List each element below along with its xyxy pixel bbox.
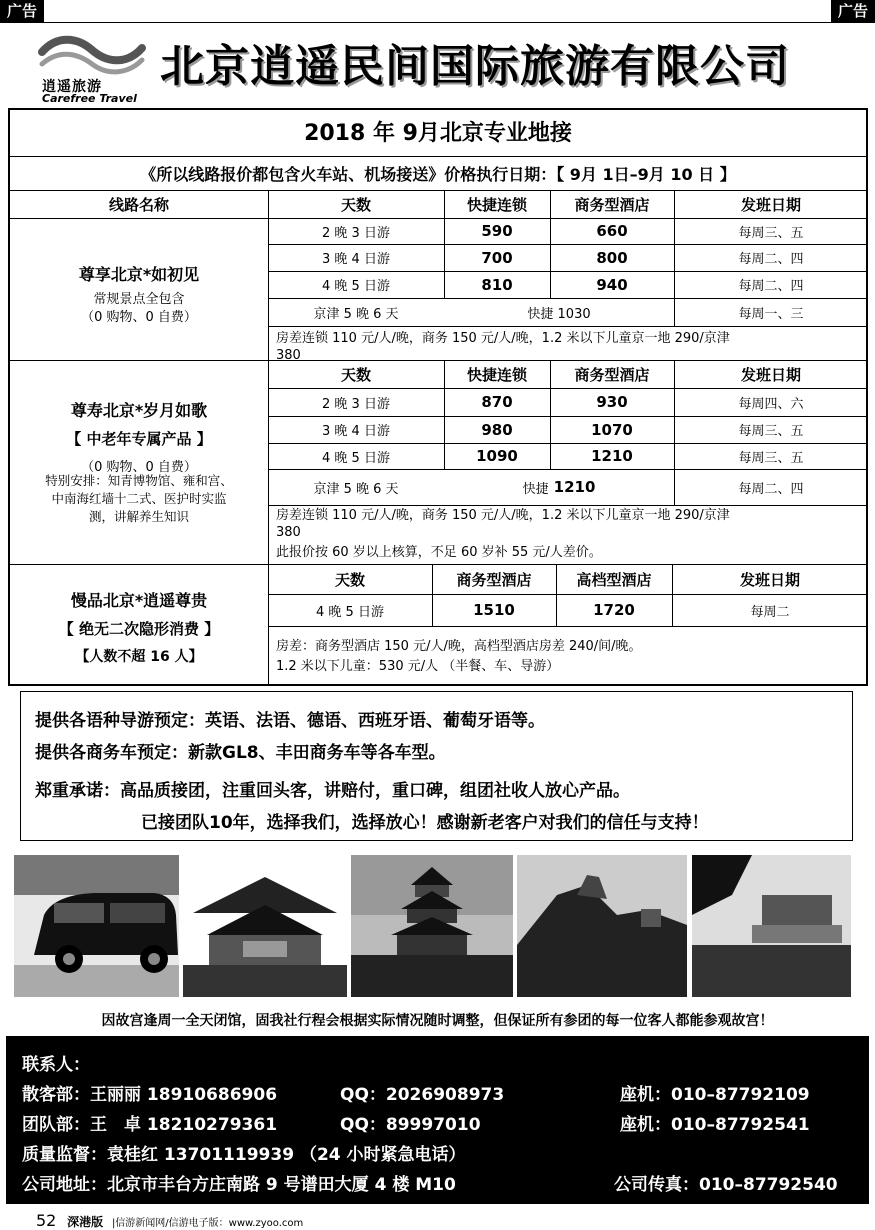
notice-text: 因故宫逢周一全天闭馆，固我社行程会根据实际情况随时调整，但保证所有参团的每一位客人都能参观故宫！ — [101, 1013, 774, 1029]
r3-name: 慢品北京*逍遥尊贵 — [70, 591, 208, 610]
r1-note-2: 380 — [276, 348, 301, 363]
r1-note-1: 房差连锁 110 元/人/晚，商务 150 元/人/晚，1.2 米以下儿童京一地 290/京津 — [276, 331, 730, 346]
r2-row3-departure: 每周三、五 — [738, 450, 804, 466]
r2-jingjin-price-cell — [444, 469, 674, 505]
table-title: 2018 年 9月北京专业地接 — [304, 121, 572, 146]
r2-row2-express: 980 — [481, 420, 513, 439]
r1-row3-business: 940 — [596, 275, 628, 294]
r2-jingjin-price: 1210 — [553, 478, 596, 496]
r1-row2-departure: 每周二、四 — [738, 252, 804, 267]
header-days: 天数 — [340, 195, 371, 214]
r2-header-days: 天数 — [340, 365, 371, 384]
contact-group-qq: QQ：89997010 — [340, 1115, 481, 1135]
r2-row3-days: 4 晚 5 日游 — [322, 450, 390, 466]
r1-row1-days: 2 晚 3 日游 — [322, 225, 390, 241]
price-table — [8, 108, 868, 686]
r2-tag: 【 中老年专属产品 】 — [66, 430, 212, 448]
r2-name: 尊寿北京*岁月如歌 — [70, 401, 208, 420]
r3-tag-2: 【人数不超 16 人】 — [75, 649, 203, 665]
contact-quality: 质量监督：袁桂红 13701119939 （24 小时紧急电话） — [22, 1145, 466, 1165]
page-footer — [36, 1211, 303, 1230]
header-business: 商务型酒店 — [574, 195, 650, 214]
r3-header-departure: 发班日期 — [739, 570, 800, 589]
service-promise: 郑重承诺：高品质接团，注重回头客，讲赔付，重口碑，组团社收人放心产品。 — [35, 781, 630, 801]
r2-note-3: 此报价按 60 岁以上核算，不足 60 岁补 55 元/人差价。 — [276, 545, 602, 560]
divider — [268, 626, 866, 627]
contact-group-phone: 座机：010–87792541 — [620, 1115, 810, 1135]
table-subtitle: 《所以线路报价都包含火车站、机场接送》价格执行日期：【 9月 1日–9月 10 日 】 — [140, 165, 736, 184]
r2-row2-departure: 每周三、五 — [738, 424, 804, 439]
edition-label: 深港版 — [67, 1215, 104, 1229]
r1-desc-1: 常规景点全包含 — [93, 292, 185, 307]
ad-tag-left: 广告 — [0, 0, 44, 22]
service-vehicles: 提供各商务车预定：新款GL8、丰田商务车等各车型。 — [35, 743, 446, 763]
van-photo — [14, 855, 179, 997]
r3-header-days: 天数 — [334, 570, 365, 589]
great-wall-photo — [517, 855, 687, 997]
r3-row-departure: 每周二 — [750, 604, 790, 620]
header-express: 快捷连锁 — [466, 195, 527, 214]
r2-jingjin-price-label: 快捷 — [522, 481, 549, 497]
header-departure: 发班日期 — [740, 195, 801, 214]
contact-address: 公司地址：北京市丰台方庄南路 9 号谱田大厦 4 楼 M10 — [22, 1175, 456, 1195]
r1-name: 尊享北京*如初见 — [78, 265, 200, 284]
r2-special-2: 中南海红墙十二式、医护时实监 — [51, 491, 227, 506]
logo-text-cn: 逍遥旅游 — [42, 79, 102, 95]
contact-section — [6, 1036, 869, 1204]
contact-header: 联系人： — [22, 1055, 90, 1075]
r1-jingjin-days: 京津 5 晚 6 天 — [313, 306, 399, 322]
header-route: 线路名称 — [108, 195, 169, 214]
footer-url: |信游新闻网/信游电子版：www.zyoo.com — [111, 1218, 304, 1229]
r1-row3-express: 810 — [481, 275, 513, 294]
contact-group: 团队部：王 卓 18210279361 — [22, 1115, 278, 1135]
r1-row1-departure: 每周三、五 — [738, 225, 804, 241]
tiananmen-photo — [183, 855, 347, 997]
r2-note-2: 380 — [276, 525, 301, 540]
r2-row1-days: 2 晚 3 日游 — [322, 396, 390, 412]
services-box — [20, 691, 853, 841]
contact-retail: 散客部：王丽丽 18910686906 — [22, 1085, 278, 1105]
r1-row2-days: 3 晚 4 日游 — [322, 252, 390, 267]
r3-tag: 【 绝无二次隐形消费 】 — [58, 620, 220, 638]
r2-note-1: 房差连锁 110 元/人/晚，商务 150 元/人/晚，1.2 米以下儿童京一地 290/京津 — [276, 508, 730, 523]
r2-special-3: 测，讲解养生知识 — [88, 509, 189, 524]
r1-row2-express: 700 — [481, 248, 513, 267]
r3-header-business: 商务型酒店 — [456, 570, 532, 589]
photo-strip — [14, 855, 851, 997]
r2-row3-business: 1210 — [591, 447, 633, 465]
r2-row2-business: 1070 — [591, 420, 633, 439]
r2-header-express: 快捷连锁 — [466, 365, 527, 384]
contact-fax: 公司传真：010–87792540 — [614, 1175, 838, 1195]
top-divider — [0, 22, 875, 23]
r2-row2-days: 3 晚 4 日游 — [322, 424, 390, 439]
r3-note-2: 1.2 米以下儿童：530 元/人 （半餐、车、导游） — [276, 659, 560, 674]
r3-row-high-end: 1720 — [593, 601, 635, 619]
temple-of-heaven-photo — [351, 855, 513, 997]
r3-row-business: 1510 — [473, 601, 515, 619]
r2-row1-business: 930 — [596, 393, 628, 411]
r1-desc-2: （0 购物、0 自费） — [81, 310, 197, 325]
company-name: 北京逍遥民间国际旅游有限公司 — [160, 41, 790, 92]
r2-row1-departure: 每周四、六 — [738, 396, 804, 412]
marble-boat-photo — [692, 855, 851, 997]
r1-row3-departure: 每周二、四 — [738, 279, 804, 294]
r2-desc: （0 购物、0 自费） — [81, 460, 197, 475]
r1-row3-days: 4 晚 5 日游 — [322, 279, 390, 294]
divider — [10, 156, 866, 157]
r2-row3-express: 1090 — [476, 447, 518, 465]
contact-retail-phone: 座机：010–87792109 — [620, 1085, 810, 1105]
divider — [268, 326, 866, 327]
r1-row1-business: 660 — [596, 222, 628, 240]
r1-jingjin-price: 快捷 1030 — [527, 306, 591, 322]
r2-header-business: 商务型酒店 — [574, 365, 650, 384]
ad-tag-right: 广告 — [831, 0, 875, 22]
page-number: 52 — [36, 1211, 57, 1230]
r2-header-departure: 发班日期 — [740, 365, 801, 384]
contact-retail-qq: QQ：2026908973 — [340, 1085, 505, 1105]
r1-row1-express: 590 — [481, 222, 513, 240]
r3-header-high-end: 高档型酒店 — [576, 570, 652, 589]
logo-text-en: Carefree Travel — [42, 92, 137, 105]
r2-row1-express: 870 — [481, 393, 513, 411]
r1-jingjin-departure: 每周一、三 — [738, 306, 804, 322]
r2-jingjin-departure: 每周二、四 — [738, 481, 804, 497]
r1-row2-business: 800 — [596, 248, 628, 267]
r2-special-1: 特别安排：知青博物馆、雍和宫、 — [45, 473, 233, 488]
divider — [268, 505, 866, 506]
r3-note-1: 房差：商务型酒店 150 元/人/晚，高档型酒店房差 240/间/晚。 — [276, 639, 642, 654]
service-guides: 提供各语种导游预定：英语、法语、德语、西班牙语、葡萄牙语等。 — [35, 711, 545, 731]
r2-jingjin-days: 京津 5 晚 6 天 — [313, 481, 399, 497]
r3-row-days: 4 晚 5 日游 — [316, 604, 384, 620]
service-experience: 已接团队10年，选择我们，选择放心！感谢新老客户对我们的信任与支持！ — [141, 813, 709, 833]
